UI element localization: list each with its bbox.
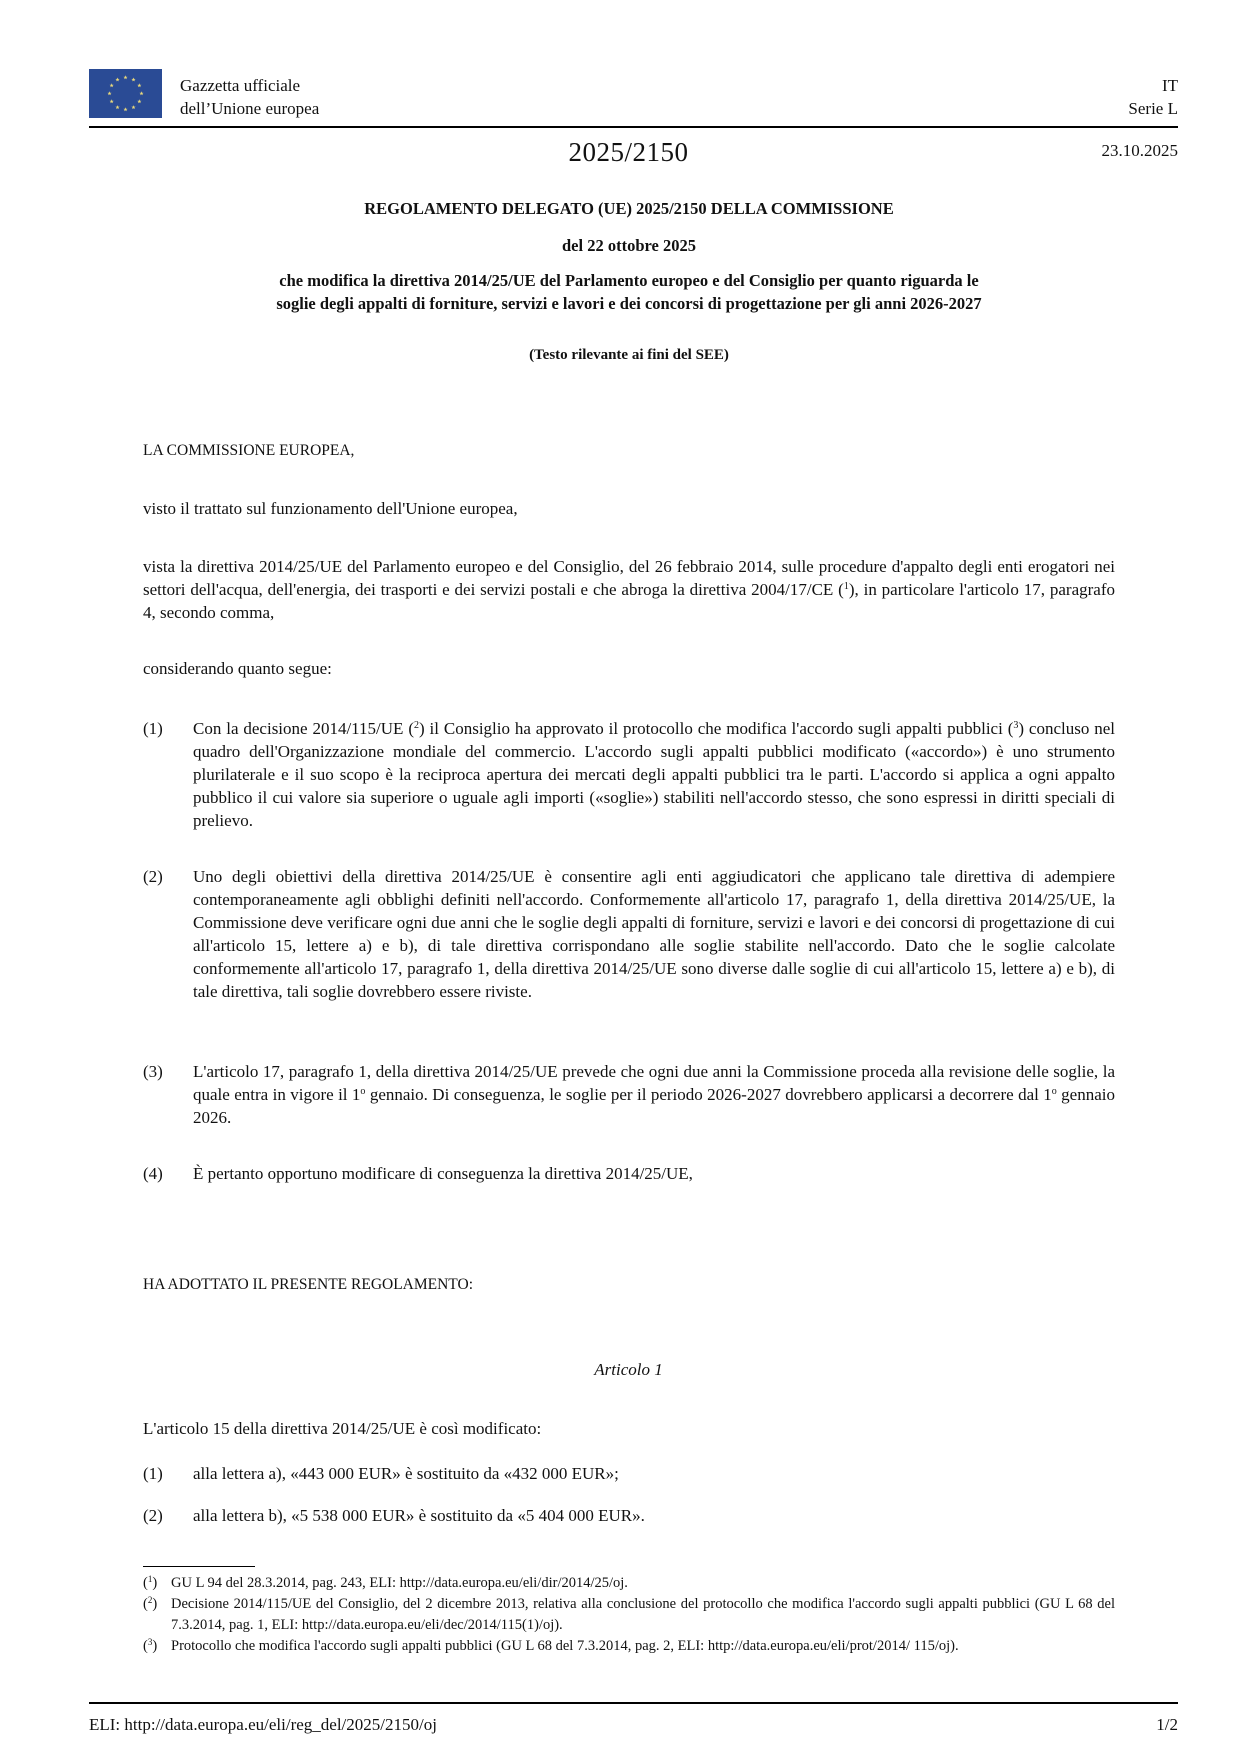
publication-name <box>180 74 319 120</box>
point-number: (2) <box>143 1506 163 1525</box>
series-label: Serie L <box>1128 99 1178 118</box>
citation-text: vista la direttiva 2014/25/UE del Parlamento europeo e del Consiglio, del 26 febbraio 2014, sulle procedure d'appalto degli enti erogatori nei settori dell'acqua, dell'energia, dei trasporti e dei servizi postali e che abroga la direttiva 2004/17/CE ( <box>143 557 1115 599</box>
ordinal-mark: o <box>1051 1086 1057 1097</box>
footnote-marker: ($^2$) <box>143 1595 158 1612</box>
footer-divider <box>89 1702 1178 1704</box>
recital-text-part: ) il Consiglio ha approvato il protocollo che modifica l'accordo sugli appalti pubblici ( <box>418 719 1014 738</box>
recital-text-part: ) concluso nel quadro dell'Organizzazione mondiale del commercio. L'accordo sugli appalti pubblici modificato («accordo») è uno strumento plurilaterale e il suo scopo è la reciproca apertura dei mercati degli appalti pubblici tra le parti. L'accordo si applica a ogni appalto pubblico il cui valore sia superiore o uguale agli importi («soglie») stabiliti nell'accordo stesso, che sono espressi in diritti speciali di prelievo. <box>193 719 1115 830</box>
recital-text-part: Con la decisione 2014/115/UE ( <box>193 719 414 738</box>
eu-flag-stars <box>89 69 162 118</box>
footnote-text: Decisione 2014/115/UE del Consiglio, del 2 dicembre 2013, relativa alla conclusione del protocollo che modifica l'accordo sugli appalti pubblici (GU L 68 del 7.3.2014, pag. 1, ELI: http://data.europa.eu/eli/dec/2014/115(1)/oj). <box>171 1596 1115 1633</box>
footnote-3 <box>143 1636 1115 1657</box>
article-title: Articolo 1 <box>594 1360 663 1379</box>
footnote-ref[interactable]: 1 <box>843 581 849 592</box>
footnote-ref[interactable]: 2 <box>413 720 419 731</box>
eu-flag-icon <box>89 69 162 118</box>
page-number: 1/2 <box>1156 1715 1178 1734</box>
recital-1 <box>143 717 1115 832</box>
subject-line2: soglie degli appalti di forniture, servizi e lavori e dei concorsi di progettazione per gli anni 2026-2027 <box>276 294 982 313</box>
recital-text: Uno degli obiettivi della direttiva 2014/25/UE è consentire agli enti aggiudicatori che applicano tale direttiva di adempiere contemporaneamente agli obblighi definiti nell'accordo. Conformemente all'articolo 17, paragrafo 1, della direttiva 2014/25/UE, la Commissione deve verificare ogni due anni che le soglie degli appalti di forniture, servizi e lavori e dei concorsi di progettazione di cui all'articolo 15, lettere a) e b), di tale direttiva corrispondano alle soglie stabilite nell'accordo. Dato che le soglie calcolate conformemente all'articolo 17, paragrafo 1, della direttiva 2014/25/UE sono diverse dalle soglie di cui all'articolo 15, lettere a) e b), di tale direttiva, tali soglie dovrebbero essere riviste. <box>193 867 1115 1001</box>
point-number: (1) <box>143 1464 163 1483</box>
recital-text-part: L'articolo 17, paragrafo 1, della direttiva 2014/25/UE prevede che ogni due anni la Commissione proceda alla revisione delle soglie, la quale entra in vigore il 1 <box>193 1062 1115 1104</box>
point-text: alla lettera a), «443 000 EUR» è sostituito da «432 000 EUR»; <box>193 1464 619 1483</box>
recital-text <box>193 717 1115 832</box>
subject-line1: che modifica la direttiva 2014/25/UE del Parlamento europeo e del Consiglio per quanto riguarda le <box>279 271 979 290</box>
publication-date: 23.10.2025 <box>1101 141 1178 160</box>
recital-text: È pertanto opportuno modificare di conseguenza la direttiva 2014/25/UE, <box>193 1164 693 1183</box>
article-point-2 <box>143 1504 1115 1527</box>
publication-name-line1: Gazzetta ufficiale <box>180 76 301 95</box>
document-subject <box>143 269 1115 315</box>
recital-2 <box>143 865 1115 1003</box>
footnote-1 <box>143 1573 1115 1594</box>
recital-4 <box>143 1162 1115 1185</box>
eea-relevance-note: (Testo rilevante ai fini del SEE) <box>529 347 729 363</box>
footnote-marker: ($^3$) <box>143 1637 158 1654</box>
preamble-author: LA COMMISSIONE EUROPEA, <box>143 442 355 459</box>
header-divider <box>89 126 1178 128</box>
footer-eli-link[interactable]: ELI: http://data.europa.eu/eli/reg_del/2025/2150/oj <box>89 1715 437 1734</box>
footnote-marker-number: 3 <box>147 1637 153 1647</box>
article-point-1 <box>143 1462 1115 1485</box>
citation-directive <box>143 555 1115 624</box>
footnote-text: GU L 94 del 28.3.2014, pag. 243, ELI: http://data.europa.eu/eli/dir/2014/25/oj. <box>171 1575 628 1591</box>
document-date: del 22 ottobre 2025 <box>562 236 696 255</box>
footnote-marker-number: 2 <box>147 1595 153 1605</box>
footnote-marker: ($^1$) <box>143 1574 158 1591</box>
footnote-marker-number: 1 <box>147 1574 153 1584</box>
footnote-2 <box>143 1594 1115 1636</box>
recital-number: (3) <box>143 1062 163 1081</box>
recital-text-part: gennaio 2026. <box>193 1085 1115 1127</box>
whereas-intro: considerando quanto segue: <box>143 659 332 678</box>
recital-text-part: gennaio. Di conseguenza, le soglie per il periodo 2026-2027 dovrebbero applicarsi a decorrere dal 1 <box>365 1085 1052 1104</box>
recital-number: (4) <box>143 1164 163 1183</box>
citation-text-cont: ), in particolare l'articolo 17, paragrafo 4, secondo comma, <box>143 580 1115 622</box>
footnote-ref[interactable]: 3 <box>1013 720 1019 731</box>
recital-number: (2) <box>143 867 163 886</box>
recital-number: (1) <box>143 719 163 738</box>
recital-text <box>193 1060 1115 1129</box>
language-series <box>1128 74 1178 120</box>
footnote-text: Protocollo che modifica l'accordo sugli appalti pubblici (GU L 68 del 7.3.2014, pag. 2, ELI: http://data.europa.eu/eli/prot/2014/ 115/oj). <box>171 1638 959 1654</box>
document-number: 2025/2150 <box>568 137 689 167</box>
citation-treaty: visto il trattato sul funzionamento dell'Unione europea, <box>143 499 518 518</box>
article-intro: L'articolo 15 della direttiva 2014/25/UE è così modificato: <box>143 1419 542 1438</box>
ordinal-mark: o <box>360 1086 366 1097</box>
point-text: alla lettera b), «5 538 000 EUR» è sostituito da «5 404 000 EUR». <box>193 1506 645 1525</box>
footnote-separator <box>143 1566 255 1567</box>
recital-3 <box>143 1060 1115 1129</box>
publication-name-line2: dell’Unione europea <box>180 99 320 118</box>
enacting-formula: HA ADOTTATO IL PRESENTE REGOLAMENTO: <box>143 1276 473 1293</box>
language-code: IT <box>1161 76 1178 95</box>
document-title: REGOLAMENTO DELEGATO (UE) 2025/2150 DELLA COMMISSIONE <box>364 199 894 218</box>
